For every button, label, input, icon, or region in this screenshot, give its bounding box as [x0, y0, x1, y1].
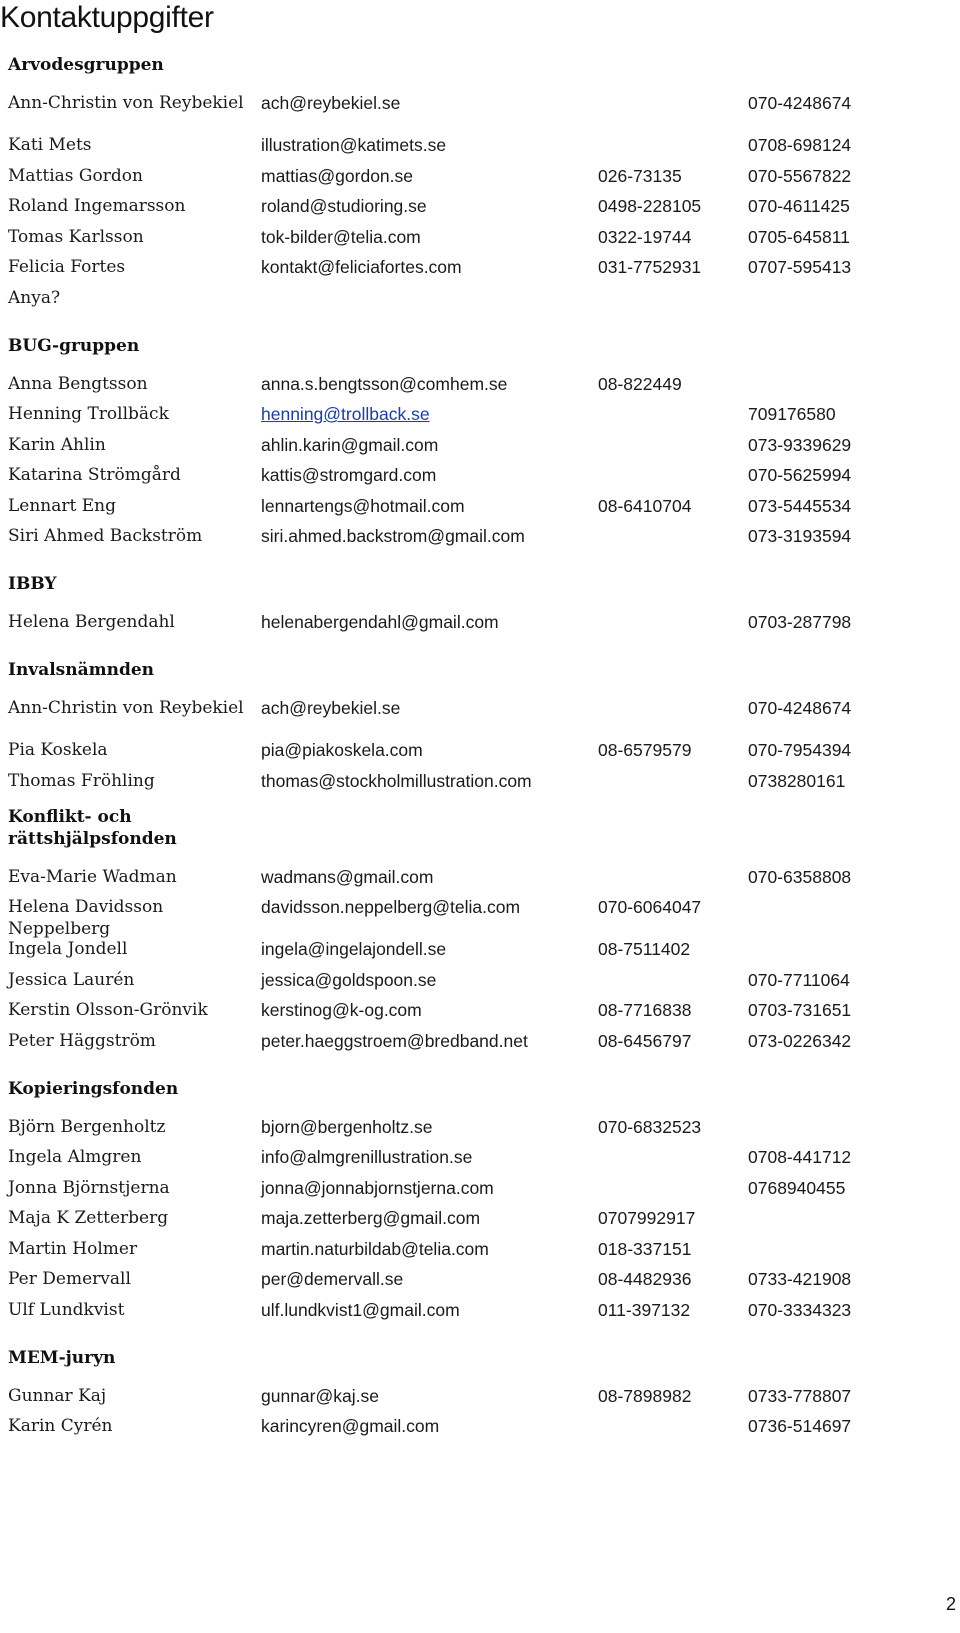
contact-mobile: 070-5567822	[748, 165, 852, 186]
contact-email: maja.zetterberg@gmail.com	[261, 1208, 481, 1228]
contact-email: helenabergendahl@gmail.com	[261, 612, 499, 632]
contact-row	[8, 1177, 948, 1199]
page-title: Kontaktuppgifter	[0, 1, 214, 34]
contact-name: Jessica Laurén	[8, 969, 135, 990]
contact-row	[8, 256, 948, 278]
contact-name: Helena Davidsson Neppelberg	[8, 897, 164, 939]
contact-mobile: 0708-698124	[748, 135, 852, 155]
contact-row	[8, 1268, 948, 1290]
contact-phone: 070-6832523	[598, 1116, 702, 1137]
contact-phone: 08-6456797	[598, 1030, 692, 1051]
contact-email: jonna@jonnabjornstjerna.com	[261, 1177, 494, 1198]
contact-phone: 08-7511402	[598, 939, 691, 959]
contact-name: Siri Ahmed Backström	[8, 526, 203, 546]
contact-name: Maja K Zetterberg	[8, 1208, 169, 1228]
contact-row	[8, 1207, 948, 1229]
contact-name: Eva-Marie Wadman	[8, 866, 177, 887]
contact-email: kontakt@feliciafortes.com	[261, 257, 462, 277]
contact-email: ach@reybekiel.se	[261, 698, 401, 718]
contact-row	[8, 938, 948, 960]
contact-name: Per Demervall	[8, 1269, 131, 1289]
contact-name: Helena Bergendahl	[8, 612, 175, 632]
contact-mobile: 073-9339629	[748, 434, 852, 455]
contact-email: pia@piakoskela.com	[261, 740, 423, 760]
contact-name: Pia Koskela	[8, 740, 108, 760]
contact-section	[8, 1347, 948, 1438]
contact-mobile: 0708-441712	[748, 1147, 852, 1167]
contact-email: per@demervall.se	[261, 1269, 404, 1289]
contact-row	[8, 434, 948, 456]
contact-email: info@almgrenillustration.se	[261, 1147, 473, 1167]
section-heading: Invalsnämnden	[8, 660, 155, 680]
contact-name: Kati Mets	[8, 135, 92, 155]
contact-mobile: 0707-595413	[748, 257, 852, 277]
contact-name: Anna Bengtsson	[8, 373, 148, 394]
contact-email: ach@reybekiel.se	[261, 93, 401, 113]
contact-section	[8, 335, 948, 548]
contact-mobile: 070-7711064	[748, 969, 850, 990]
contact-email: peter.haeggstroem@bredband.net	[261, 1030, 528, 1051]
contact-mobile: 0733-778807	[748, 1385, 852, 1406]
contact-row	[8, 697, 948, 739]
contact-email: anna.s.bengtsson@comhem.se	[261, 373, 508, 394]
contact-name: Peter Häggström	[8, 1030, 156, 1051]
contact-email: illustration@katimets.se	[261, 135, 447, 155]
contact-mobile: 070-4248674	[748, 698, 852, 718]
contact-phone: 08-6579579	[598, 740, 692, 760]
contact-row	[8, 999, 948, 1021]
contact-phone: 0498-228105	[598, 196, 702, 216]
contact-email: mattias@gordon.se	[261, 165, 414, 186]
contact-email: gunnar@kaj.se	[261, 1385, 379, 1406]
contact-email[interactable]: henning@trollback.se	[261, 404, 430, 424]
contact-email: jessica@goldspoon.se	[261, 969, 437, 990]
contact-mobile: 070-6358808	[748, 866, 852, 887]
contact-phone: 018-337151	[598, 1238, 692, 1259]
contact-email: ulf.lundkvist1@gmail.com	[261, 1299, 460, 1320]
contact-section	[8, 1078, 948, 1321]
section-heading: Kopieringsfonden	[8, 1078, 179, 1099]
contact-email: kattis@stromgard.com	[261, 465, 437, 485]
contact-name: Mattias Gordon	[8, 165, 143, 186]
contact-email: roland@studioring.se	[261, 196, 427, 216]
contact-phone: 0322-19744	[598, 226, 692, 247]
contact-row	[8, 403, 948, 425]
contact-email: ahlin.karin@gmail.com	[261, 434, 439, 455]
contact-row	[8, 969, 948, 991]
contact-row	[8, 1238, 948, 1260]
contact-row	[8, 770, 948, 792]
contact-mobile: 073-5445534	[748, 495, 852, 516]
contact-name: Gunnar Kaj	[8, 1385, 107, 1406]
contact-phone: 011-397132	[598, 1299, 691, 1320]
contact-row	[8, 739, 948, 761]
contact-name: Karin Ahlin	[8, 434, 106, 455]
contact-name: Ann-Christin von Reybekiel	[8, 698, 244, 718]
contact-row	[8, 896, 948, 938]
section-heading: Arvodesgruppen	[8, 55, 164, 75]
contact-mobile: 070-7954394	[748, 740, 852, 760]
contact-phone: 026-73135	[598, 165, 682, 186]
section-heading: IBBY	[8, 574, 57, 594]
page-number: 2	[945, 1594, 956, 1614]
contact-mobile: 070-5625994	[748, 465, 852, 485]
section-heading: MEM-juryn	[8, 1347, 116, 1368]
contact-email: karincyren@gmail.com	[261, 1416, 440, 1436]
contact-row	[8, 1299, 948, 1321]
contact-email: davidsson.neppelberg@telia.com	[261, 897, 521, 917]
contact-mobile: 0738280161	[748, 770, 846, 791]
contact-phone: 031-7752931	[598, 257, 702, 277]
contact-email: martin.naturbildab@telia.com	[261, 1238, 489, 1259]
contact-phone: 08-822449	[598, 373, 682, 394]
contact-mobile: 0733-421908	[748, 1269, 852, 1289]
contact-row	[8, 165, 948, 187]
contact-row	[8, 373, 948, 395]
contact-row	[8, 611, 948, 633]
contact-mobile: 0703-731651	[748, 1000, 852, 1020]
contact-row	[8, 1030, 948, 1052]
contact-name: Katarina Strömgård	[8, 465, 181, 485]
contact-row	[8, 287, 948, 309]
contact-mobile: 073-0226342	[748, 1030, 852, 1051]
section-heading: Konflikt- och rättshjälpsfonden	[8, 806, 177, 849]
contact-name: Anya?	[8, 287, 61, 308]
contact-list	[8, 54, 948, 1446]
contact-section	[8, 573, 948, 633]
contact-section	[8, 54, 948, 309]
contact-name: Björn Bergenholtz	[8, 1116, 166, 1137]
contact-row	[8, 134, 948, 156]
contact-row	[8, 226, 948, 248]
contact-phone: 08-6410704	[598, 495, 692, 516]
contact-email: bjorn@bergenholtz.se	[261, 1116, 433, 1137]
contact-email: tok-bilder@telia.com	[261, 226, 421, 247]
contact-row	[8, 1415, 948, 1437]
contact-section	[8, 659, 948, 792]
contact-phone: 08-4482936	[598, 1269, 692, 1289]
contact-name: Jonna Björnstjerna	[8, 1177, 170, 1198]
contact-mobile: 073-3193594	[748, 526, 852, 546]
contact-email: thomas@stockholmillustration.com	[261, 770, 532, 791]
contact-row	[8, 464, 948, 486]
contact-phone: 08-7898982	[598, 1385, 692, 1406]
contact-mobile: 070-4248674	[748, 93, 852, 113]
contact-row	[8, 1116, 948, 1138]
contact-mobile: 709176580	[748, 404, 836, 424]
contact-email: wadmans@gmail.com	[261, 866, 434, 887]
contact-phone: 08-7716838	[598, 1000, 692, 1020]
contact-section	[8, 806, 948, 1052]
contact-name: Roland Ingemarsson	[8, 196, 186, 216]
contact-email: kerstinog@k-og.com	[261, 1000, 422, 1020]
contact-name: Karin Cyrén	[8, 1416, 113, 1436]
contact-row	[8, 1146, 948, 1168]
contact-name: Ulf Lundkvist	[8, 1299, 125, 1320]
contact-row	[8, 866, 948, 888]
contact-name: Ingela Jondell	[8, 939, 128, 959]
contact-mobile: 0736-514697	[748, 1416, 852, 1436]
contact-name: Lennart Eng	[8, 495, 116, 516]
contact-row	[8, 495, 948, 517]
contact-mobile: 0768940455	[748, 1177, 846, 1198]
contact-phone: 0707992917	[598, 1208, 696, 1228]
contact-email: siri.ahmed.backstrom@gmail.com	[261, 526, 525, 546]
contact-row	[8, 195, 948, 217]
contact-name: Martin Holmer	[8, 1238, 138, 1259]
contact-name: Felicia Fortes	[8, 257, 126, 277]
contact-row	[8, 1385, 948, 1407]
contact-name: Ann-Christin von Reybekiel	[8, 93, 244, 113]
contact-email: lennartengs@hotmail.com	[261, 495, 465, 516]
contact-mobile: 070-3334323	[748, 1299, 852, 1320]
contact-row	[8, 92, 948, 134]
contact-name: Tomas Karlsson	[8, 226, 144, 247]
contact-row	[8, 525, 948, 547]
contact-mobile: 0703-287798	[748, 612, 852, 632]
contact-name: Ingela Almgren	[8, 1147, 142, 1167]
contact-name: Thomas Fröhling	[8, 770, 155, 791]
section-heading: BUG-gruppen	[8, 335, 140, 356]
contact-name: Kerstin Olsson-Grönvik	[8, 1000, 208, 1020]
contact-mobile: 070-4611425	[748, 196, 850, 216]
contact-mobile: 0705-645811	[748, 226, 850, 247]
contact-email: ingela@ingelajondell.se	[261, 939, 447, 959]
contact-name: Henning Trollbäck	[8, 404, 169, 424]
contact-phone: 070-6064047	[598, 897, 702, 917]
